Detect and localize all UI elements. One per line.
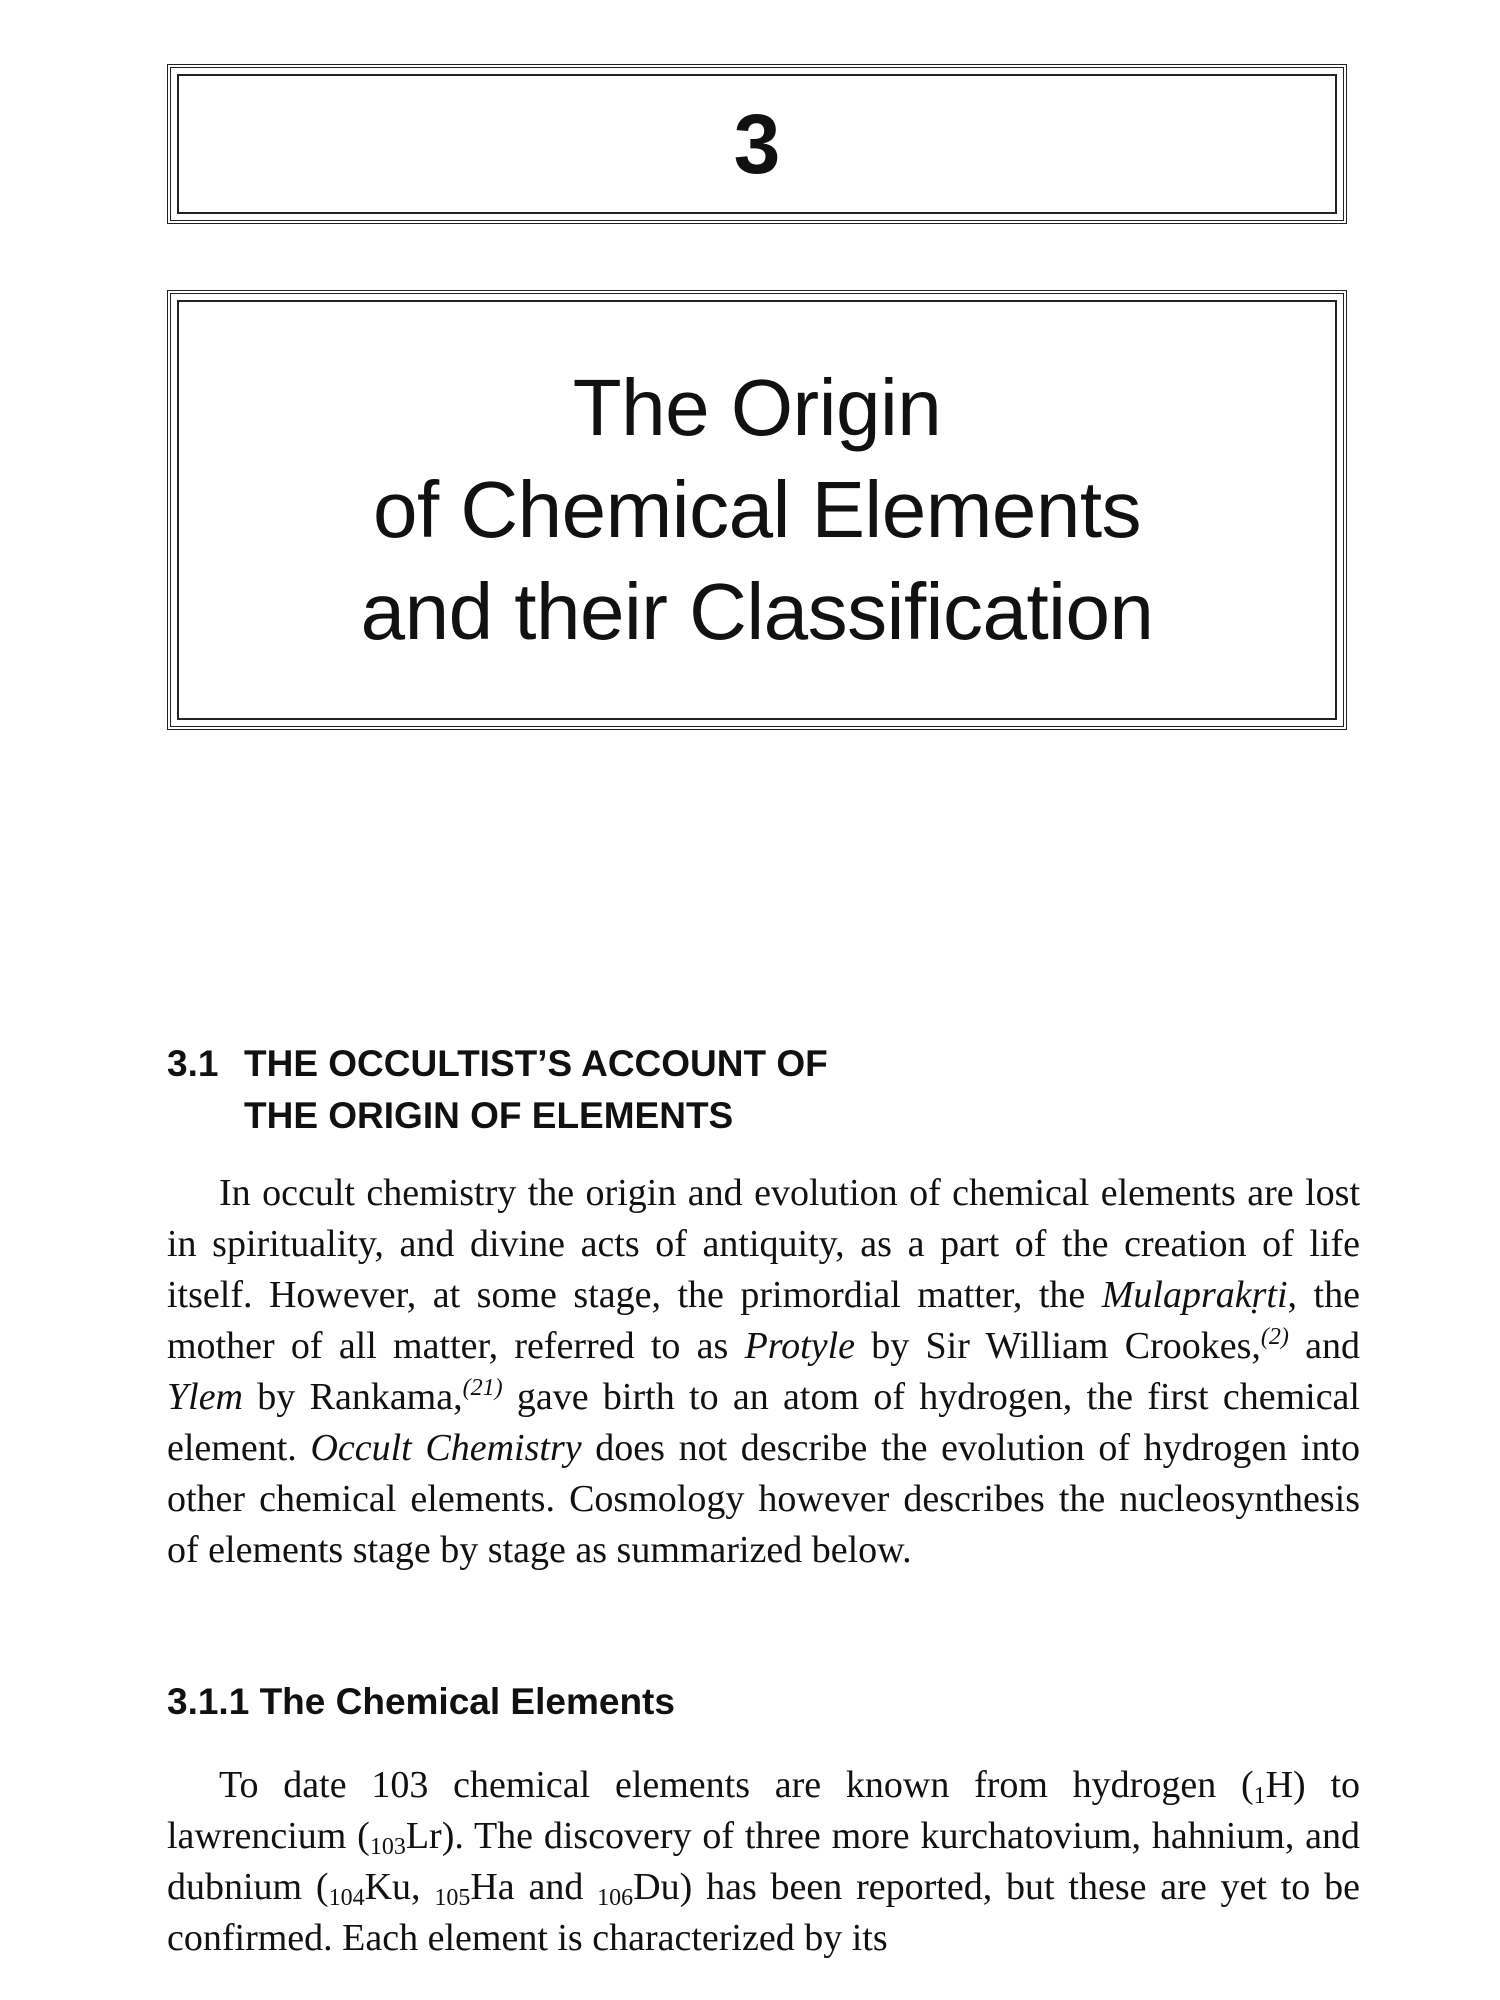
atomic-number: 104 (328, 1885, 365, 1911)
text-run: does not describe the evolution of hydrogen into other chemical elements. Cosmology however describes the nucleosynthesis of elements stage by stage as summarized below. (167, 1427, 1360, 1571)
section-heading-line-1: THE OCCULTIST’S ACCOUNT OF (244, 1043, 828, 1084)
text-run: by Rankama, (243, 1376, 463, 1418)
term-ylem: Ylem (167, 1376, 243, 1418)
atomic-number: 103 (369, 1834, 406, 1860)
text-run: gave birth to an atom of hydrogen, the first chemical element. (167, 1376, 1360, 1469)
text-run: Ha and (470, 1866, 598, 1908)
text-run: Du) has been reported, but these are yet to be confirmed. Each element is characterized by its (167, 1866, 1360, 1959)
section-heading-text: The Chemical Elements (259, 1681, 675, 1722)
reference-marker: (2) (1260, 1324, 1289, 1350)
text-run: In occult chemistry the origin and evolution of chemical elements are lost in spirituality, and divine acts of antiquity, as a part of the creation of life itself. However, at some stage, the primordial matter, the (167, 1172, 1360, 1316)
chapter-title-line-2: of Chemical Elements (372, 465, 1142, 554)
atomic-number: 1 (1253, 1783, 1266, 1809)
reference-marker: (21) (462, 1375, 503, 1401)
book-title-occult-chemistry: Occult Chemistry (310, 1427, 582, 1469)
paragraph (167, 1168, 1360, 1576)
section-number: 3.1 (167, 1043, 219, 1084)
section-3-1-body (167, 1168, 1360, 1576)
text-run: Lr). The discovery of three more kurchatovium, hahnium, and dubnium ( (167, 1815, 1360, 1908)
section-heading-line-2: THE ORIGIN OF ELEMENTS (244, 1095, 734, 1136)
section-number: 3.1.1 (167, 1681, 250, 1722)
atomic-number: 105 (434, 1885, 471, 1911)
section-3-1-1-body (167, 1760, 1360, 1964)
chapter-number-box (167, 64, 1347, 224)
section-heading-3-1 (167, 1038, 828, 1142)
text-run: , the mother of all matter, referred to as (167, 1274, 1360, 1367)
text-run: and (1288, 1325, 1360, 1367)
term-mulaprakrti: Mulaprakṛti (1101, 1274, 1288, 1316)
chapter-title-box (167, 290, 1347, 730)
chapter-title-line-1: The Origin (572, 363, 942, 452)
chapter-number: 3 (733, 97, 781, 191)
text-run: H) to lawrencium ( (167, 1764, 1361, 1857)
paragraph (167, 1760, 1360, 1964)
term-protyle: Protyle (744, 1325, 856, 1367)
text-run: by Sir William Crookes, (855, 1325, 1261, 1367)
section-heading-3-1-1 (167, 1676, 675, 1728)
chapter-title-line-3: and their Classification (360, 567, 1154, 656)
text-run: To date 103 chemical elements are known from hydrogen ( (219, 1764, 1254, 1806)
text-run: Ku, (364, 1866, 435, 1908)
atomic-number: 106 (597, 1885, 634, 1911)
